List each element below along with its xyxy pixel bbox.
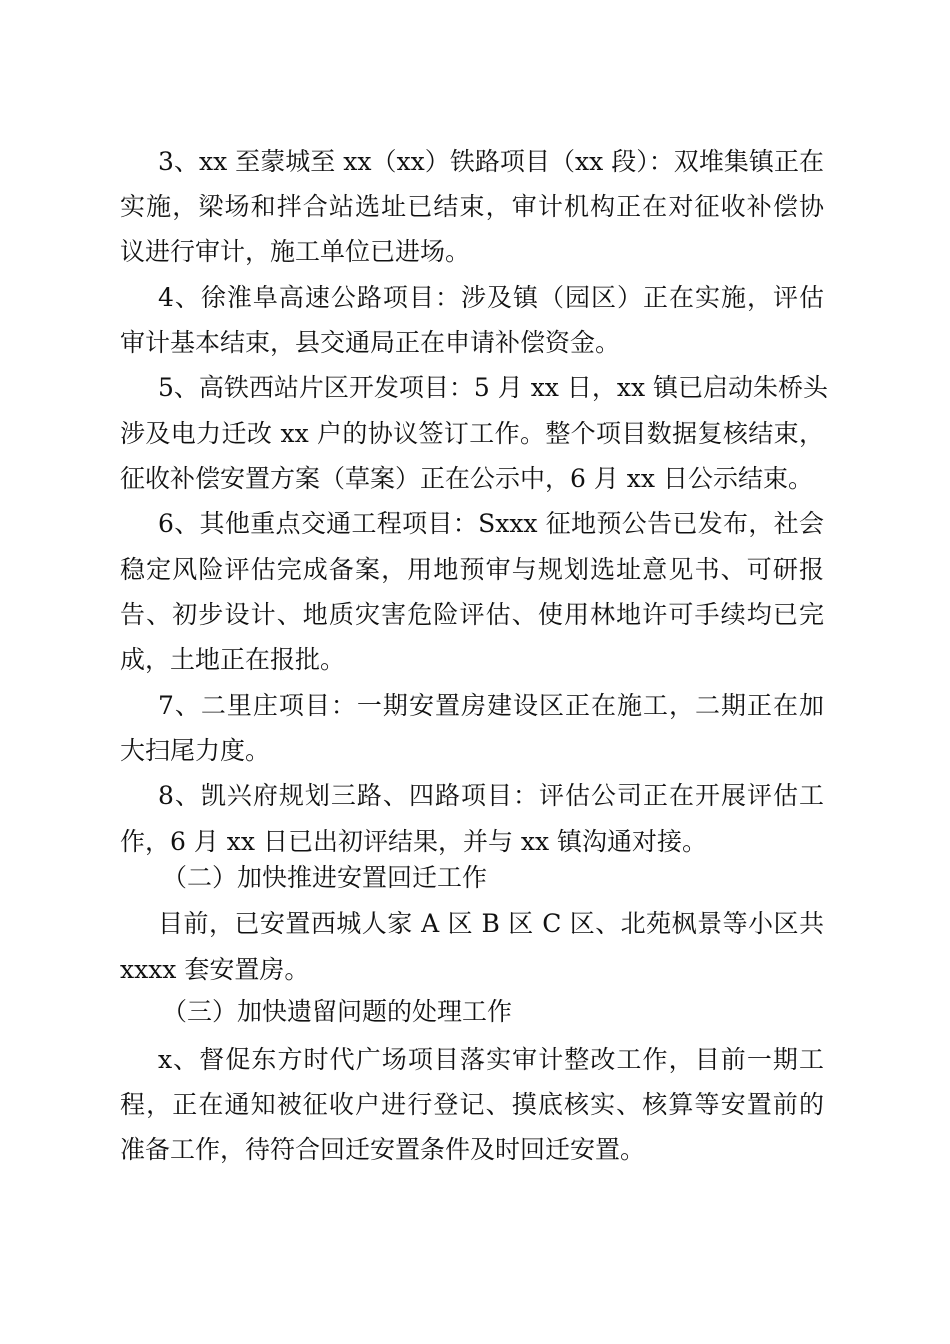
paragraph-5-line-1: 5、高铁西站片区开发项目：5 月 xx 日，xx 镇已启动朱桥头	[158, 373, 828, 402]
section-heading-2: （二）加快推进安置回迁工作	[162, 863, 488, 892]
legacy-issues-paragraph-line-2: 程，正在通知被征收户进行登记、摸底核实、核算等安置前的	[120, 1090, 824, 1119]
paragraph-8-line-1: 8、凯兴府规划三路、四路项目：评估公司正在开展评估工	[158, 781, 824, 810]
legacy-issues-paragraph-line-1: x、督促东方时代广场项目落实审计整改工作，目前一期工	[158, 1045, 824, 1074]
paragraph-6-line-4: 成，土地正在报批。	[120, 645, 346, 674]
section-heading-3: （三）加快遗留问题的处理工作	[162, 997, 513, 1026]
paragraph-6-line-3: 告、初步设计、地质灾害危险评估、使用林地许可手续均已完	[120, 600, 824, 629]
paragraph-3-line-3: 议进行审计，施工单位已进场。	[120, 237, 471, 266]
paragraph-4-line-1: 4、徐淮阜高速公路项目：涉及镇（园区）正在实施，评估	[158, 283, 824, 312]
paragraph-6-line-1: 6、其他重点交通工程项目：Sxxx 征地预公告已发布，社会	[158, 509, 824, 538]
paragraph-3-line-2: 实施，梁场和拌合站选址已结束，审计机构正在对征收补偿协	[120, 192, 824, 221]
paragraph-4-line-2: 审计基本结束，县交通局正在申请补偿资金。	[120, 328, 621, 357]
resettlement-paragraph-line-2: xxxx 套安置房。	[120, 955, 310, 984]
paragraph-7-line-2: 大扫尾力度。	[120, 736, 271, 765]
paragraph-6-line-2: 稳定风险评估完成备案，用地预审与规划选址意见书、可研报	[120, 555, 824, 584]
paragraph-5-line-3: 征收补偿安置方案（草案）正在公示中，6 月 xx 日公示结束。	[120, 464, 813, 493]
paragraph-7-line-1: 7、二里庄项目：一期安置房建设区正在施工，二期正在加	[158, 691, 824, 720]
paragraph-5-line-2: 涉及电力迁改 xx 户的协议签订工作。整个项目数据复核结束，	[120, 419, 824, 448]
legacy-issues-paragraph-line-3: 准备工作，待符合回迁安置条件及时回迁安置。	[120, 1135, 646, 1164]
paragraph-8-line-2: 作，6 月 xx 日已出初评结果，并与 xx 镇沟通对接。	[120, 827, 708, 856]
resettlement-paragraph-line-1: 目前，已安置西城人家 A 区 B 区 C 区、北苑枫景等小区共	[158, 909, 824, 938]
paragraph-3-line-1: 3、xx 至蒙城至 xx（xx）铁路项目（xx 段）：双堆集镇正在	[158, 147, 824, 176]
